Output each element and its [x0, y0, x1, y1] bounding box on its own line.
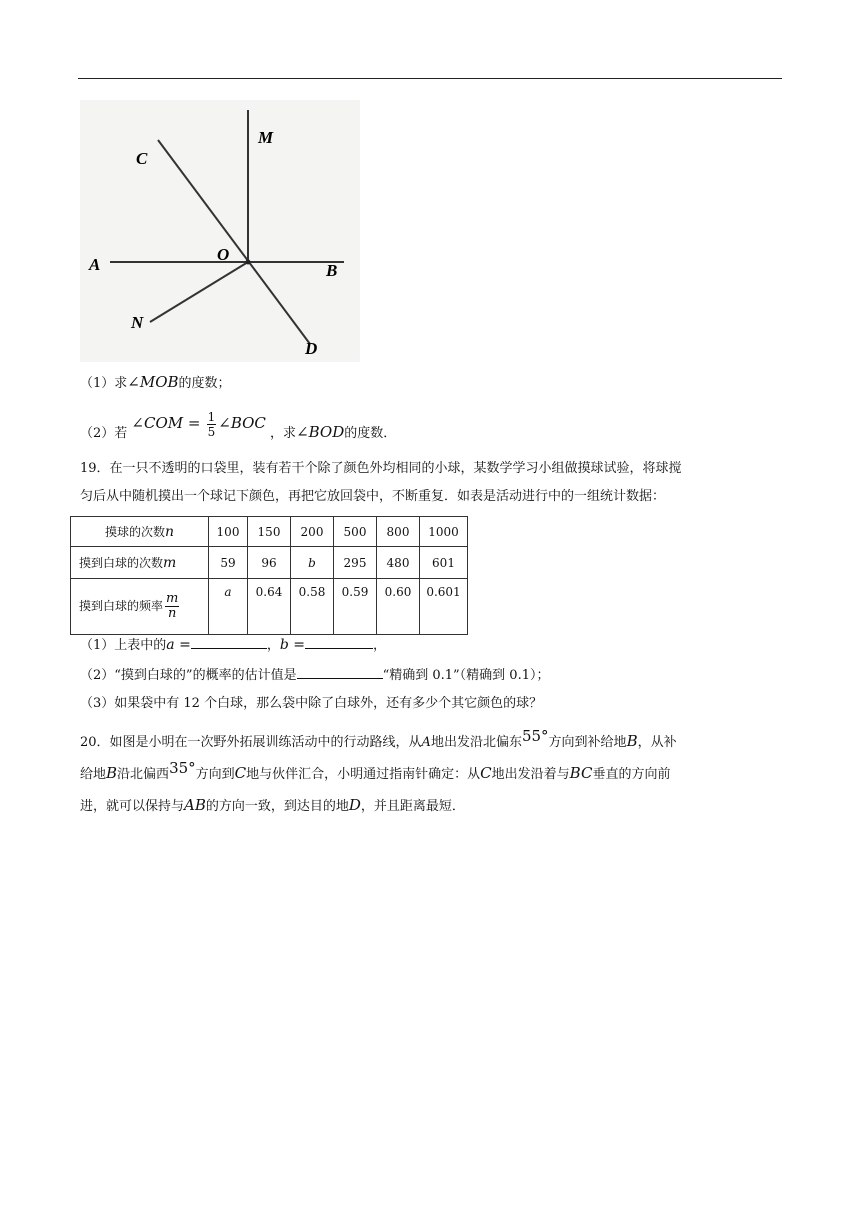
q19-part3: （3）如果袋中有 12 个白球，那么袋中除了白球外，还有多少个其它颜色的球？	[80, 696, 543, 711]
table-cell: 96	[248, 547, 291, 579]
table-cell: 0.64	[248, 579, 291, 635]
geometry-figure	[80, 100, 360, 362]
label-a: A	[89, 255, 101, 274]
table-header-frequency: 摸到白球的频率 $\frac{m}{n}$	[71, 579, 209, 635]
q18-part2-suffix: 的度数．	[344, 426, 397, 441]
q20-line1: 20．如图是小明在一次野外拓展训练活动中的行动路线，从A地出发沿北偏东55°方向到补给地B，从补	[80, 727, 677, 750]
angle-mob: ∠MOB	[127, 373, 179, 391]
figure-background	[80, 100, 360, 362]
q19-part2: （2）“摸到白球的”的概率的估计值是 “精确到 0.1”（精确到 0.1）；	[80, 665, 549, 686]
q18-part2-mid: ，求	[270, 426, 297, 441]
table-row-trials	[71, 517, 468, 547]
table-cell: 59	[209, 547, 248, 579]
table-cell: 0.58	[291, 579, 334, 635]
fraction-numerator: 1	[207, 409, 216, 424]
table-cell: 480	[377, 547, 420, 579]
table-cell: 150	[248, 517, 291, 547]
stats-table	[70, 516, 468, 635]
table-cell-a: a	[209, 579, 248, 635]
q18-part2-equation	[131, 403, 265, 445]
table-cell: 1000	[420, 517, 468, 547]
q19-line2: 匀后从中随机摸出一个球记下颜色，再把它放回袋中，不断重复．如表是活动进行中的一组统计数据：	[80, 489, 666, 504]
q20-line2: 给地B沿北偏西35°方向到C地与伙伴汇合，小明通过指南针确定：从C地出发沿着与BC垂直的方向前	[80, 759, 671, 782]
angle-bod: ∠BOD	[296, 423, 345, 441]
q18-part2-prefix: （2）若	[80, 426, 128, 441]
angle-boc: ∠BOC	[218, 413, 266, 432]
q20-text	[80, 726, 780, 822]
table-cell: 0.59	[334, 579, 377, 635]
fraction-m-over-n: $\frac{m}{n}$	[166, 591, 179, 621]
table-cell: 100	[209, 517, 248, 547]
table-cell: 200	[291, 517, 334, 547]
table-header-white-count: 摸到白球的次数m	[71, 547, 209, 579]
table-cell: 295	[334, 547, 377, 579]
point-o	[246, 260, 251, 265]
fraction-one-fifth	[207, 410, 217, 439]
answer-blank-probability[interactable]	[297, 665, 383, 679]
table-row-white-count	[71, 547, 468, 579]
q18-part2	[80, 409, 397, 455]
header-rule	[78, 78, 782, 79]
answer-blank-a[interactable]	[191, 635, 267, 649]
label-n: N	[131, 313, 144, 332]
label-c: C	[136, 149, 148, 168]
q18-part1	[80, 372, 231, 394]
label-d: D	[305, 339, 318, 358]
answer-blank-b[interactable]	[305, 635, 373, 649]
q19-part1: （1）上表中的a = ，b = ，	[80, 637, 386, 653]
table-row-frequency	[71, 579, 468, 635]
fraction-denominator: 5	[207, 424, 216, 439]
table-cell: 0.601	[420, 579, 468, 635]
q20-line3: 进，就可以保持与AB的方向一致，到达目的地D，并且距离最短．	[80, 796, 465, 814]
table-cell-b: b	[291, 547, 334, 579]
table-cell: 800	[377, 517, 420, 547]
table-cell: 0.60	[377, 579, 420, 635]
q18-part1-prefix: （1）求	[80, 376, 128, 391]
label-b: B	[326, 261, 338, 280]
label-m: M	[258, 128, 274, 147]
q18-part1-suffix: 的度数；	[178, 376, 231, 391]
label-o: O	[217, 245, 230, 264]
table-header-trials: 摸球的次数n	[71, 517, 209, 547]
table-cell: 601	[420, 547, 468, 579]
q19-line1: 19．在一只不透明的口袋里，装有若干个除了颜色外均相同的小球，某数学学习小组做摸球试验，将球搅	[80, 461, 682, 476]
angle-com: ∠COM =	[131, 413, 201, 432]
table-cell: 500	[334, 517, 377, 547]
